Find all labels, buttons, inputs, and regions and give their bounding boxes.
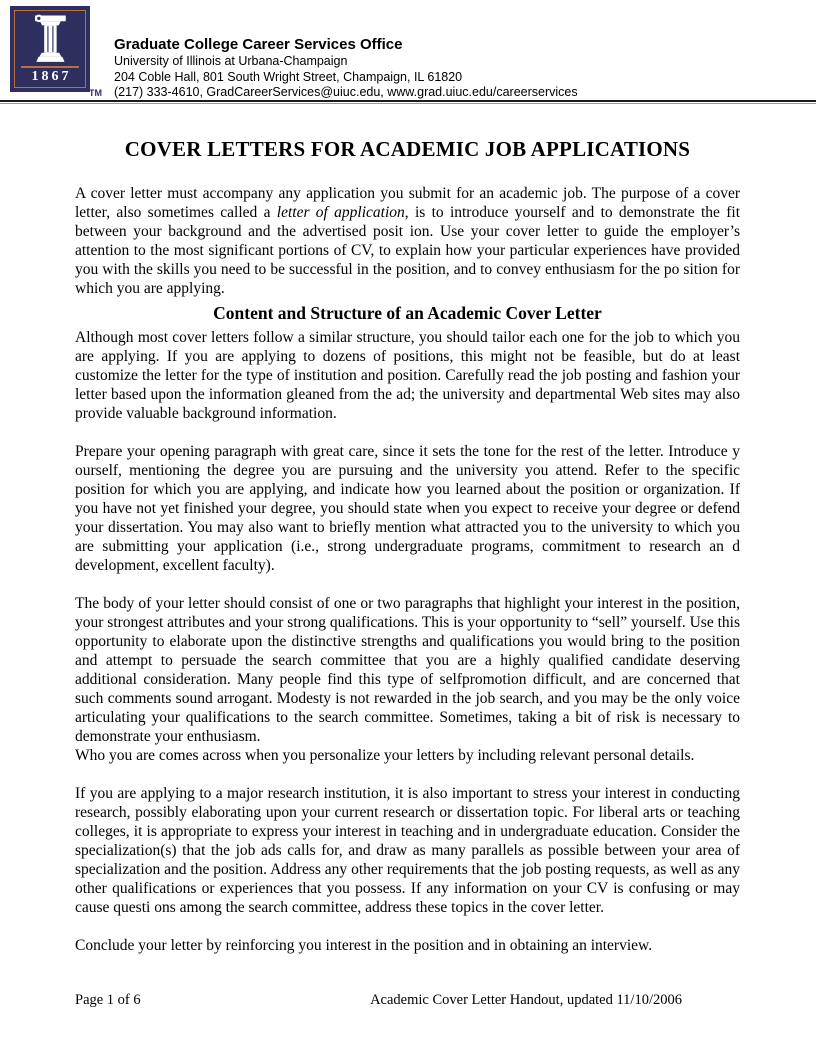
trademark-label: TM xyxy=(89,88,102,98)
letter-of-application-italic: letter of application xyxy=(276,204,405,221)
address-line: 204 Coble Hall, 801 South Wright Street, Champaign, IL 61820 xyxy=(114,69,463,84)
intro-text-pre: A cover letter must accompany any application you submit for an academic job. The purpose of a cover letter, also sometimes called a xyxy=(75,185,740,221)
page-footer xyxy=(75,992,740,1009)
research-paragraph: If you are applying to a major research institution, it is also important to stress your interest in conducting research, possibly elaborating upon your current research or dissertation topic. For liberal arts or teaching colleges, it is appropriate to express your interest in teaching and in undergraduate education. Consider the specialization(s) that the job ads calls for, and draw as many parallels as possible between your area of specialization and the position. Address any other requirements that the job posting requests, as well as any other qualifications or experiences that you possess. If any information on your CV is confusing or may cause questi ons among the search committee, address these topics in the cover letter. xyxy=(75,785,740,916)
page-number: Page 1 of 6 xyxy=(75,992,141,1008)
org-name: Graduate College Career Services Office xyxy=(114,36,403,53)
body-paragraph xyxy=(75,594,740,765)
body-paragraph-addendum: Who you are comes across when you personalize your letters by including relevant personal details. xyxy=(75,747,695,764)
conclude-paragraph: Conclude your letter by reinforcing you interest in the position and in obtaining an interview. xyxy=(75,937,653,954)
body-paragraph-main: The body of your letter should consist of one or two paragraphs that highlight your interest in the position, your strongest attributes and your strong qualifications. This is your opportunity to “sell” yourself. Use this opportunity to elaborate upon the distinctive strengths and qualifications you would bring to the position and attempt to persuade the search committee that you are a highly qualified candidate deserving additional consideration. Many people find this type of selfpromotion difficult, and are concerned that such comments sound arrogant. Modesty is not rewarded in the job search, and you may be the only voice articulating your qualifications to the search committee. Sometimes, taking a bit of risk is necessary to demonstrate your enthusiasm. xyxy=(75,595,740,745)
intro-text-post: , is to introduce yourself and to demonstrate the fit between your background and the advertised posit ion. Use your cover letter to guide the employer’s attention to the most significant portions of CV, to explain how your particular experiences have provided you with the skills you need to be successful in the position, and to convey enthusiasm for the po sition for which you are applying. xyxy=(75,204,741,297)
opening-paragraph: Prepare your opening paragraph with great care, since it sets the tone for the rest of the letter. Introduce y ourself, mentioning the degree you are pursuing and the university you attend. Refer to the specific position for which you are applying, and indicate how you learned about the position or organization. If you have not yet finished your degree, you should state when you expect to receive your degree or defend your dissertation. You may also want to briefly mention what attracted you to the university to which you are submitting your application (i.e., strong undergraduate programs, commitment to research an d development, excellent faculty). xyxy=(75,443,740,574)
intro-paragraph xyxy=(75,184,740,298)
tailor-paragraph: Although most cover letters follow a similar structure, you should tailor each one for the job to which you are applying. If you are applying to dozens of positions, this might not be feasible, but do at least customize the letter for the type of institution and position. Carefully read the job posting and fashion your letter based upon the information gleaned from the ad; the university and departmental Web sites may also provide valuable background information. xyxy=(75,329,740,422)
contact-line: (217) 333-4610, GradCareerServices@uiuc.edu, www.grad.uiuc.edu/careerservices xyxy=(114,85,578,99)
logo-inner-border xyxy=(14,10,86,88)
university-logo xyxy=(10,6,102,100)
logo-box xyxy=(10,6,90,92)
section-heading: Content and Structure of an Academic Cover Letter xyxy=(213,303,602,323)
footer-doc-info: Academic Cover Letter Handout, updated 11/10/2006 xyxy=(370,992,682,1008)
column-i-icon xyxy=(22,13,78,66)
university-name: University of Illinois at Urbana-Champaign xyxy=(114,54,348,68)
page-title: COVER LETTERS FOR ACADEMIC JOB APPLICATIONS xyxy=(124,137,691,161)
logo-year: 1867 xyxy=(31,69,72,84)
document-body xyxy=(75,104,740,955)
letterhead xyxy=(10,6,578,101)
letterhead-text xyxy=(114,6,578,101)
